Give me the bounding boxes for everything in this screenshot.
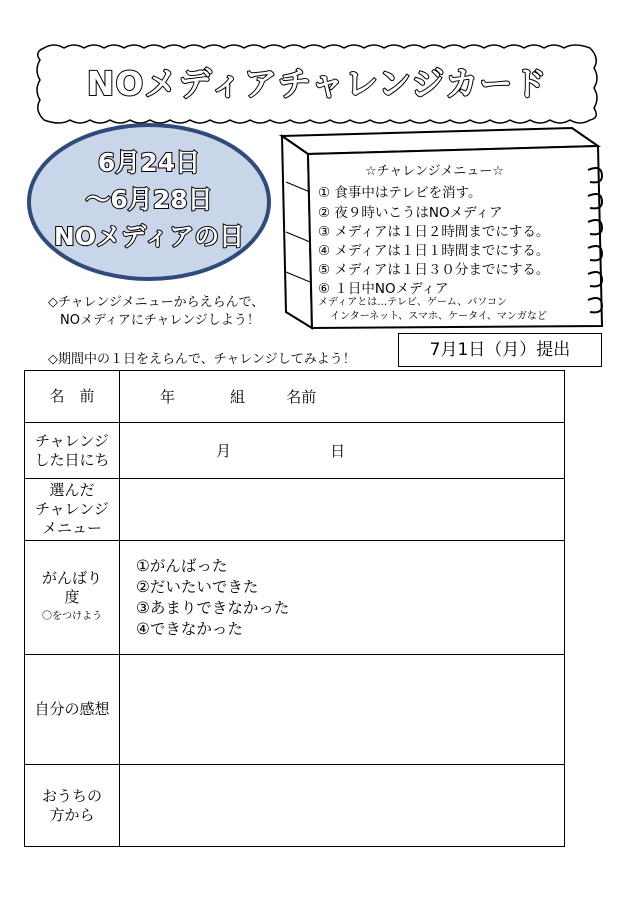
class-label: 組 xyxy=(230,388,246,406)
chosen-menu-label: 選んだ チャレンジ メニュー xyxy=(25,479,120,541)
menu-item-6: ⑥ １日中NOメディア xyxy=(318,281,449,297)
date-end: ～6月28日 xyxy=(85,185,213,214)
row-effort xyxy=(25,541,565,655)
menu-item-4: ④ メディアは１日１時間までにする。 xyxy=(318,243,550,259)
name-label: 名 前 xyxy=(25,371,120,423)
row-menu xyxy=(25,479,565,541)
chosen-menu-field[interactable] xyxy=(120,479,565,541)
row-date xyxy=(25,423,565,479)
date-start: 6月24日 xyxy=(97,148,201,177)
challenge-form-table xyxy=(24,370,565,847)
impression-field[interactable] xyxy=(120,655,565,765)
date-field[interactable] xyxy=(120,423,565,479)
effort-option-3[interactable]: ③あまりできなかった xyxy=(136,598,290,617)
page-title: NOメディアチャレンジカード xyxy=(86,64,548,103)
effort-label: がんばり 度 〇をつけよう xyxy=(25,541,120,655)
menu-item-5: ⑤ メディアは１日３０分までにする。 xyxy=(318,262,550,278)
date-label: チャレンジ した日にち xyxy=(25,423,120,479)
row-impression xyxy=(25,655,565,765)
family-comment-label: おうちの 方から xyxy=(25,765,120,847)
effort-option-1[interactable]: ①がんばった xyxy=(136,556,228,575)
menu-item-1: ① 食事中はテレビを消す。 xyxy=(318,185,482,201)
day-label: 日 xyxy=(330,442,346,460)
impression-label: 自分の感想 xyxy=(25,655,120,765)
family-comment-field[interactable] xyxy=(120,765,565,847)
row-name xyxy=(25,371,565,423)
effort-option-2[interactable]: ②だいたいできた xyxy=(136,577,259,596)
menu-item-2: ② 夜９時いこうはNOメディア xyxy=(318,205,503,221)
date-caption: NOメディアの日 xyxy=(53,222,245,251)
deadline-box: 7月1日（月）提出 xyxy=(398,333,602,367)
instruction-1: ◇チャレンジメニューからえらんで、 xyxy=(48,295,265,310)
row-family xyxy=(25,765,565,847)
effort-options[interactable] xyxy=(120,541,565,655)
student-name-label: 名前 xyxy=(286,388,317,406)
instruction-3: ◇期間中の１日をえらんで、チャレンジしてみよう！ xyxy=(48,352,356,367)
media-note-2: インターネット、スマホ、ケータイ、マンガなど xyxy=(330,311,547,322)
year-label: 年 xyxy=(160,388,176,406)
menu-title: ☆チャレンジメニュー☆ xyxy=(365,164,504,179)
month-label: 月 xyxy=(216,442,232,460)
menu-item-3: ③ メディアは１日２時間までにする。 xyxy=(318,224,550,240)
media-note-1: メディアとは…テレビ、ゲーム、パソコン xyxy=(318,297,507,308)
name-field[interactable] xyxy=(120,371,565,423)
effort-option-4[interactable]: ④できなかった xyxy=(136,619,243,638)
instruction-2: NOメディアにチャレンジしよう！ xyxy=(60,313,260,328)
